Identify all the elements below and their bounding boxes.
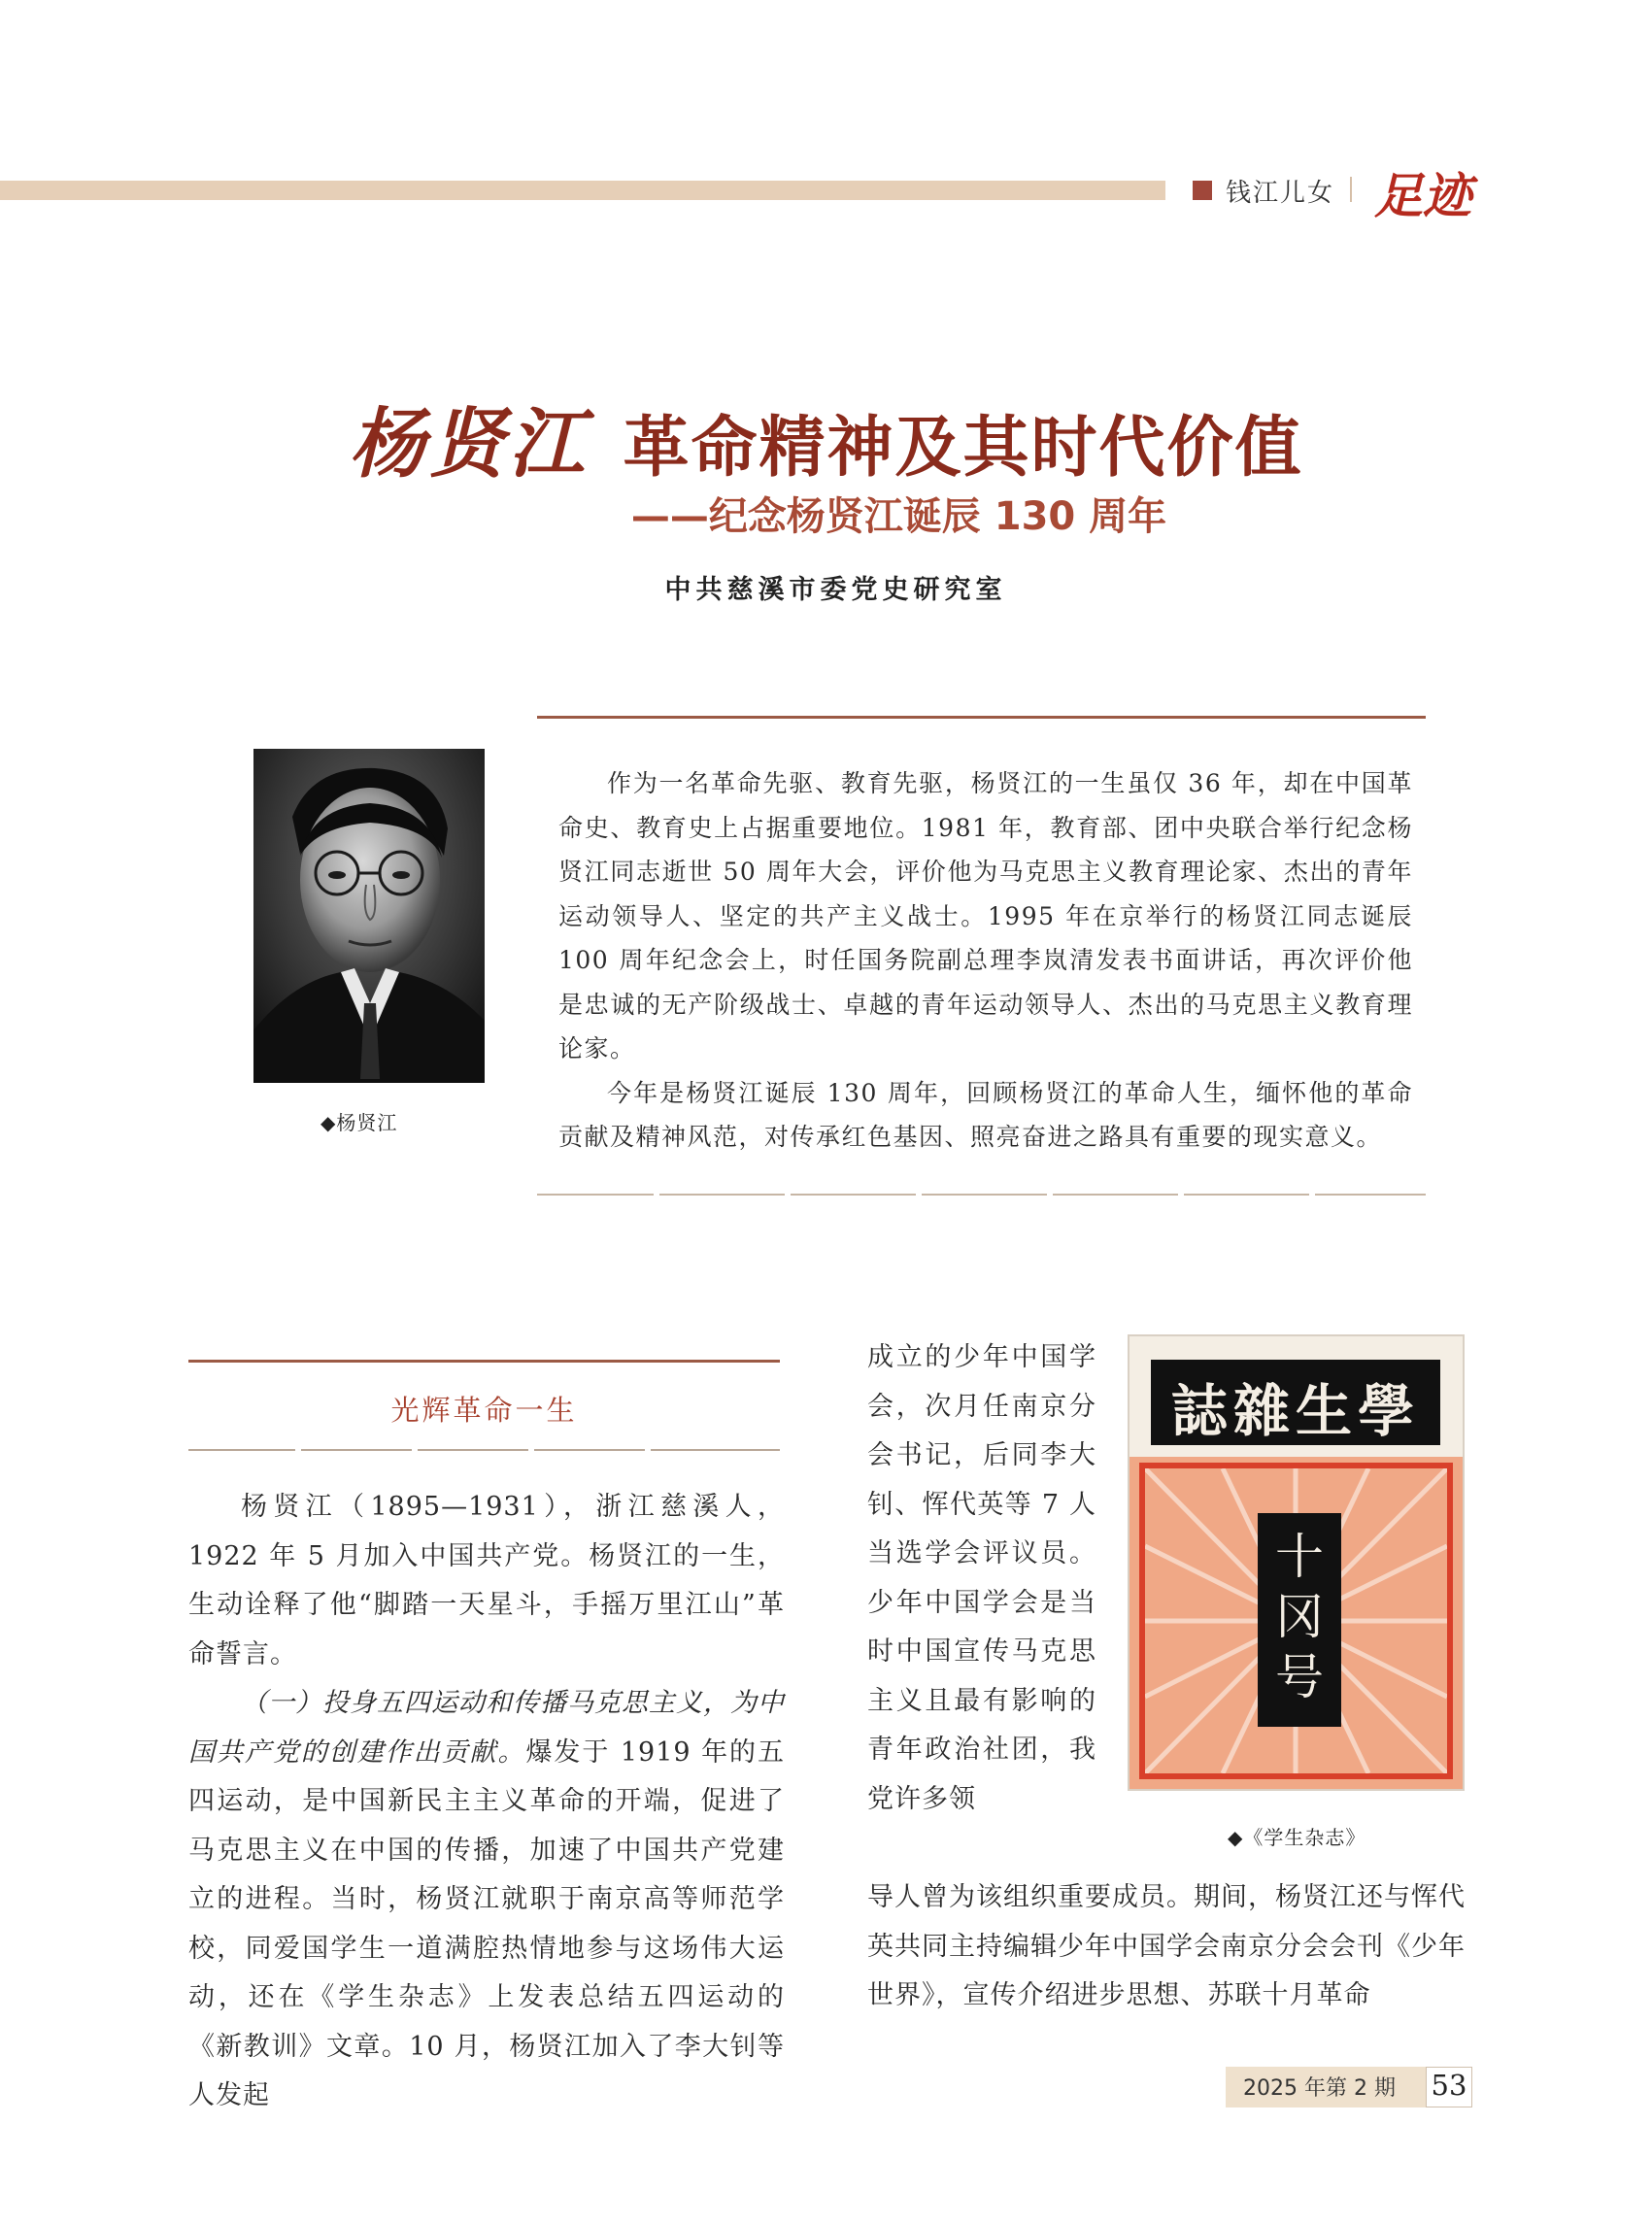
body-right-wide: 导人曾为该组织重要成员。期间，杨贤江还与恽代英共同主持编辑少年中国学会南京分会会刊《少年世界》，宣传介绍进步思想、苏联十月革命 <box>867 1882 1466 2010</box>
intro-top-rule <box>537 716 1426 719</box>
article-subtitle: ——纪念杨贤江诞辰 130 周年 <box>630 494 1167 539</box>
column-logo: 足迹 <box>1374 167 1471 224</box>
section-bottom-rule <box>188 1449 780 1451</box>
cover-number-char: 冈 <box>1275 1589 1324 1645</box>
intro-text <box>558 761 1413 1160</box>
intro-bottom-rule <box>537 1194 1426 1196</box>
portrait-caption: ◆杨贤江 <box>320 1111 398 1134</box>
section-label: 钱江儿女 <box>1226 179 1335 208</box>
portrait-image <box>253 749 485 1083</box>
title-name: 杨贤江 <box>349 400 589 489</box>
cover-number-char: 十 <box>1275 1529 1324 1585</box>
magazine-cover-image <box>1128 1334 1465 1791</box>
header-divider <box>1350 177 1352 202</box>
cover-number-char: 号 <box>1275 1649 1324 1705</box>
body-paragraph: 杨贤江（1895—1931），浙江慈溪人，1922 年 5 月加入中国共产党。杨贤江的一生，生动诠释了他“脚踏一天星斗，手摇万里江山”革命誓言。 <box>188 1492 785 1669</box>
body-paragraph <box>188 1679 785 2121</box>
footer-issue: 2025 年第 2 期 <box>1243 2076 1396 2101</box>
header-band <box>0 181 1165 200</box>
intro-paragraph: 今年是杨贤江诞辰 130 周年，回顾杨贤江的革命人生，缅怀他的革命贡献及精神风范，对传承红色基因、照亮奋进之路具有重要的现实意义。 <box>558 1078 1413 1151</box>
page-number: 53 <box>1431 2069 1467 2102</box>
cover-title: 誌雜生學 <box>1170 1378 1420 1444</box>
article-title <box>0 384 1652 492</box>
intro-paragraph: 作为一名革命先驱、教育先驱，杨贤江的一生虽仅 36 年，却在中国革命史、教育史上占据重要地位。1981 年，教育部、团中央联合举行纪念杨贤江同志逝世 50 周年大会，评价他为马克思主义教育理论家、杰出的青年运动领导人、坚定的共产主义战士。1995 年在京举行的杨贤江同志诞辰 100 周年纪念会上，时任国务院副总理李岚清发表书面讲话，再次评价他是忠诚的无产阶级战士、卓越的青年运动领导人、杰出的马克思主义教育理论家。 <box>558 769 1413 1062</box>
section-top-rule <box>188 1360 780 1363</box>
portrait-photo <box>253 749 485 1083</box>
body-left-column <box>188 1483 785 2121</box>
body-text: 爆发于 1919 年的五四运动，是中国新民主主义革命的开端，促进了马克思主义在中国的传播，加速了中国共产党建立的进程。当时，杨贤江就职于南京高等师范学校，同爱国学生一道满腔热情地参与这场伟大运动，还在《学生杂志》上发表总结五四运动的《新教训》文章。10 月，杨贤江加入了李大钊等人发起 <box>188 1736 785 2110</box>
body-right-narrow: 成立的少年中国学会，次月任南京分会书记，后同李大钊、恽代英等 7 人当选学会评议员。少年中国学会是当时中国宣传马克思主义且最有影响的青年政治社团，我党许多领 <box>867 1342 1096 1814</box>
section-marker <box>1193 181 1212 200</box>
section-heading: 光辉革命一生 <box>390 1394 578 1427</box>
subsection-lead: （一）投身五四运动和传播马克思主义，为中国共产党的创建作出贡献。 <box>188 1688 785 1768</box>
cover-caption: ◆《学生杂志》 <box>1228 1826 1366 1849</box>
title-main: 革命精神及其时代价值 <box>623 410 1303 487</box>
cover-number <box>1258 1527 1341 1707</box>
article-author: 中共慈溪市委党史研究室 <box>664 575 1007 605</box>
